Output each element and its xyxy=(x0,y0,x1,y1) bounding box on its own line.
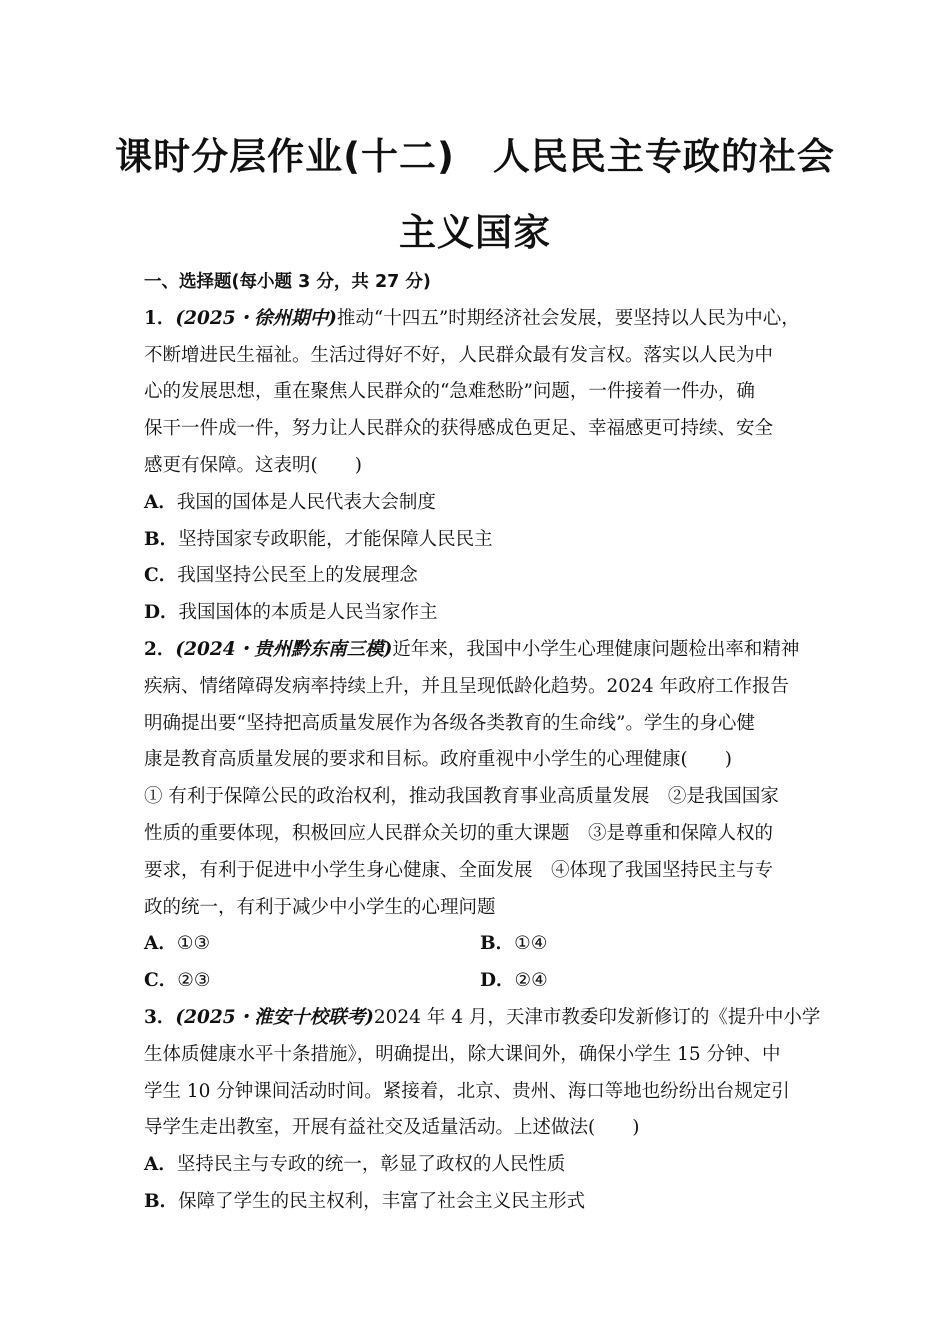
question-1-option-c xyxy=(144,558,816,595)
option-letter: C． xyxy=(144,970,178,992)
question-1-option-a xyxy=(144,485,816,522)
question-1-option-d xyxy=(144,595,816,632)
question-1-text-line: 不断增进民生福祉。生活过得好不好，人民群众最有发言权。落实以人民为中 xyxy=(144,344,774,366)
question-content xyxy=(144,264,821,1221)
option-letter: D． xyxy=(480,970,515,992)
option-text: 坚持国家专政职能，才能保障人民民主 xyxy=(178,528,493,550)
question-3-text-line: 生体质健康水平十条措施》，明确提出，除大课间外，确保小学生 15 分钟、中 xyxy=(144,1043,781,1065)
question-2-statement-line: 政的统一，有利于减少中小学生的心理问题 xyxy=(144,896,496,918)
question-1-source: (2025・徐州期中) xyxy=(175,307,337,329)
question-3-text-line: 2024 年 4 月，天津市教委印发新修订的《提升中小学 xyxy=(373,1006,821,1028)
question-1-text-line: 感更有保障。这表明( ) xyxy=(144,454,362,476)
question-2-statement-line: 性质的重要体现，积极回应人民群众关切的重大课题 ③是尊重和保障人权的 xyxy=(144,822,774,844)
question-2-text-line: 近年来，我国中小学生心理健康问题检出率和精神 xyxy=(392,638,800,660)
question-2-number: 2． xyxy=(144,638,176,660)
option-letter: D． xyxy=(144,602,179,624)
question-3-text-line: 学生 10 分钟课间活动时间。紧接着，北京、贵州、海口等地也纷纷出台规定引 xyxy=(144,1080,790,1102)
option-text: 保障了学生的民主权利，丰富了社会主义民主形式 xyxy=(178,1190,586,1212)
page-title-line-1: 课时分层作业(十二) 人民民主专政的社会 xyxy=(115,135,835,178)
page-title-line-2: 主义国家 xyxy=(399,211,551,254)
option-text: 我国国体的本质是人民当家作主 xyxy=(178,602,438,624)
option-letter: A． xyxy=(144,1154,177,1176)
question-1-text-line: 心的发展思想，重在聚焦人民群众的“急难愁盼”问题，一件接着一件办，确 xyxy=(144,381,755,403)
option-text: ①③ xyxy=(176,933,211,955)
option-letter: B． xyxy=(144,1190,179,1212)
option-letter: A． xyxy=(144,491,177,513)
question-1-option-b xyxy=(144,522,816,559)
question-3-source: (2025・淮安十校联考) xyxy=(175,1006,374,1028)
option-text: ①④ xyxy=(514,933,548,955)
question-1-text-line: 保干一件成一件，努力让人民群众的获得感成色更足、幸福感更可持续、安全 xyxy=(144,418,774,440)
question-3-option-b xyxy=(144,1184,816,1221)
option-letter: B． xyxy=(480,933,515,955)
question-2-options-row-1 xyxy=(144,926,816,963)
question-2-text-line: 康是教育高质量发展的要求和目标。政府重视中小学生的心理健康( ) xyxy=(144,749,732,771)
question-2-first-line xyxy=(144,632,816,669)
option-text: 我国坚持公民至上的发展理念 xyxy=(177,565,418,587)
question-2-text-line: 疾病、情绪障碍发病率持续上升，并且呈现低龄化趋势。2024 年政府工作报告 xyxy=(144,675,789,697)
question-2-statement-line: 要求，有利于促进中小学生身心健康、全面发展 ④体现了我国坚持民主与专 xyxy=(144,859,774,881)
question-1-first-line xyxy=(144,301,816,338)
question-3-number: 3． xyxy=(144,1006,176,1028)
option-text: ②③ xyxy=(177,970,211,992)
section-heading: 一、选择题(每小题 3 分，共 27 分) xyxy=(144,272,431,292)
option-text: ②④ xyxy=(514,970,548,992)
question-1-text-line: 推动“十四五”时期经济社会发展，要坚持以人民为中心， xyxy=(336,307,800,329)
option-letter: C． xyxy=(144,565,178,587)
question-3-option-a xyxy=(144,1147,816,1184)
question-3-text-line: 导学生走出教室，开展有益社交及适量活动。上述做法( ) xyxy=(144,1117,640,1139)
option-letter: B． xyxy=(144,528,179,550)
question-2-text-line: 明确提出要“坚持把高质量发展作为各级各类教育的生命线”。学生的身心健 xyxy=(144,712,755,734)
option-text: 我国的国体是人民代表大会制度 xyxy=(176,491,436,513)
question-2-option-a xyxy=(144,926,480,963)
option-text: 坚持民主与专政的统一，彰显了政权的人民性质 xyxy=(176,1154,566,1176)
question-2-option-b xyxy=(480,926,816,963)
question-3-first-line xyxy=(144,1000,821,1037)
question-2-option-d xyxy=(480,963,816,1000)
question-2-statement-line: ① 有利于保障公民的政治权利，推动我国教育事业高质量发展 ②是我国国家 xyxy=(144,786,779,808)
question-2-option-c xyxy=(144,963,480,1000)
question-2-source: (2024・贵州黔东南三模) xyxy=(175,638,393,660)
option-letter: A． xyxy=(144,933,177,955)
question-2-options-row-2 xyxy=(144,963,816,1000)
question-1-number: 1． xyxy=(144,307,176,329)
